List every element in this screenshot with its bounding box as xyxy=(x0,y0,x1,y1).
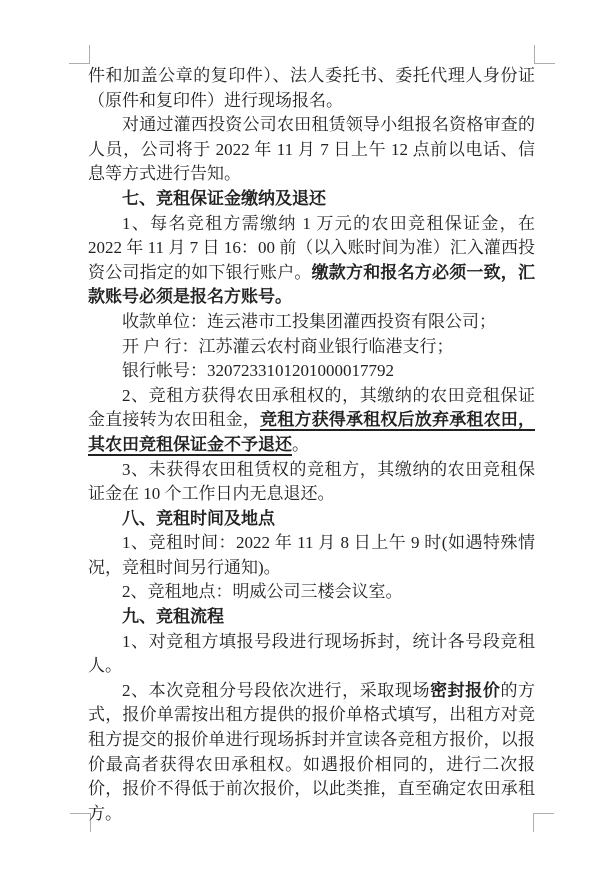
text-run: 七、竞租保证金缴纳及退还 xyxy=(122,188,326,208)
paragraph xyxy=(88,310,535,335)
text-run: 九、竞租流程 xyxy=(122,607,224,627)
heading-paragraph xyxy=(88,187,535,212)
text-run: 对通过灌西投资公司农田租赁领导小组报名资格审查的人员，公司将于 2022 年 11 月 7 日上午 12 点前以电话、信息等方式进行告知。 xyxy=(88,115,535,184)
paragraph xyxy=(88,679,535,827)
paragraph xyxy=(88,580,535,605)
text-run: 3、未获得农田租赁权的竞租方，其缴纳的农田竞租保证金在 10 个工作日内无息退还。 xyxy=(88,459,535,504)
paragraph xyxy=(88,113,535,187)
text-run: 八、竞租时间及地点 xyxy=(122,508,275,528)
text-run: 缴款方和报名方必须一致，汇款账号必须是报名方账号。 xyxy=(88,262,536,307)
crop-mark-top-left xyxy=(69,45,90,64)
paragraph xyxy=(88,630,535,679)
text-run: 的方式，报价单需按出租方提供的报价单格式填写，出租方对竞租方提交的报价单进行现场拆封并宣读各竞租方报价，以报价最高者获得农田承租权。如遇报价相同的，进行二次报价，报价不得低于前次报价，以此类推，直至确定农田承租方。 xyxy=(88,680,536,823)
text-run: 1、对竞租方填报号段进行现场拆封，统计各号段竞租人。 xyxy=(88,631,535,676)
paragraph xyxy=(88,64,535,113)
text-run: 件和加盖公章的复印件）、法人委托书、委托代理人身份证（原件和复印件）进行现场报名。 xyxy=(88,66,535,110)
paragraph xyxy=(88,359,535,384)
text-run: 1、竞租时间：2022 年 11 月 8 日上午 9 时(如遇特殊情况，竞租时间另行通知)。 xyxy=(88,533,535,577)
text-run: 收款单位：连云港市工投集团灌西投资有限公司； xyxy=(122,311,496,331)
text-run: 开 户 行：江苏灌云农村商业银行临港支行； xyxy=(122,336,454,356)
heading-paragraph xyxy=(88,605,535,630)
document-body xyxy=(88,64,535,826)
text-run: 银行帐号：3207233101201000017792 xyxy=(122,361,394,381)
text-run: 2、本次竞租分号段依次进行，采取现场 xyxy=(122,680,431,700)
paragraph xyxy=(88,335,535,360)
text-run: 1、每名竞租方需缴纳 1 万元的农田竞租保证金，在 2022 年 11 月 7 日 16：00 前（以入账时间为准）汇入灌西投资公司指定的如下银行账户。 xyxy=(88,213,535,282)
text-run: 。 xyxy=(292,434,309,454)
text-run: 2、竞租方获得农田承租权的，其缴纳的农田竞租保证金直接转为农田租金， xyxy=(88,385,535,430)
text-run: 竞租方获得承租权后放弃承租农田，其农田竞租保证金不予退还 xyxy=(88,410,535,454)
crop-mark-bottom-right xyxy=(533,813,554,832)
paragraph xyxy=(88,458,535,507)
paragraph xyxy=(88,212,535,310)
text-run: 2、竞租地点：明威公司三楼会议室。 xyxy=(122,582,403,602)
heading-paragraph xyxy=(88,507,535,532)
paragraph xyxy=(88,384,535,458)
text-run: 密封报价 xyxy=(430,680,501,700)
crop-mark-top-right xyxy=(534,45,555,64)
paragraph xyxy=(88,531,535,580)
